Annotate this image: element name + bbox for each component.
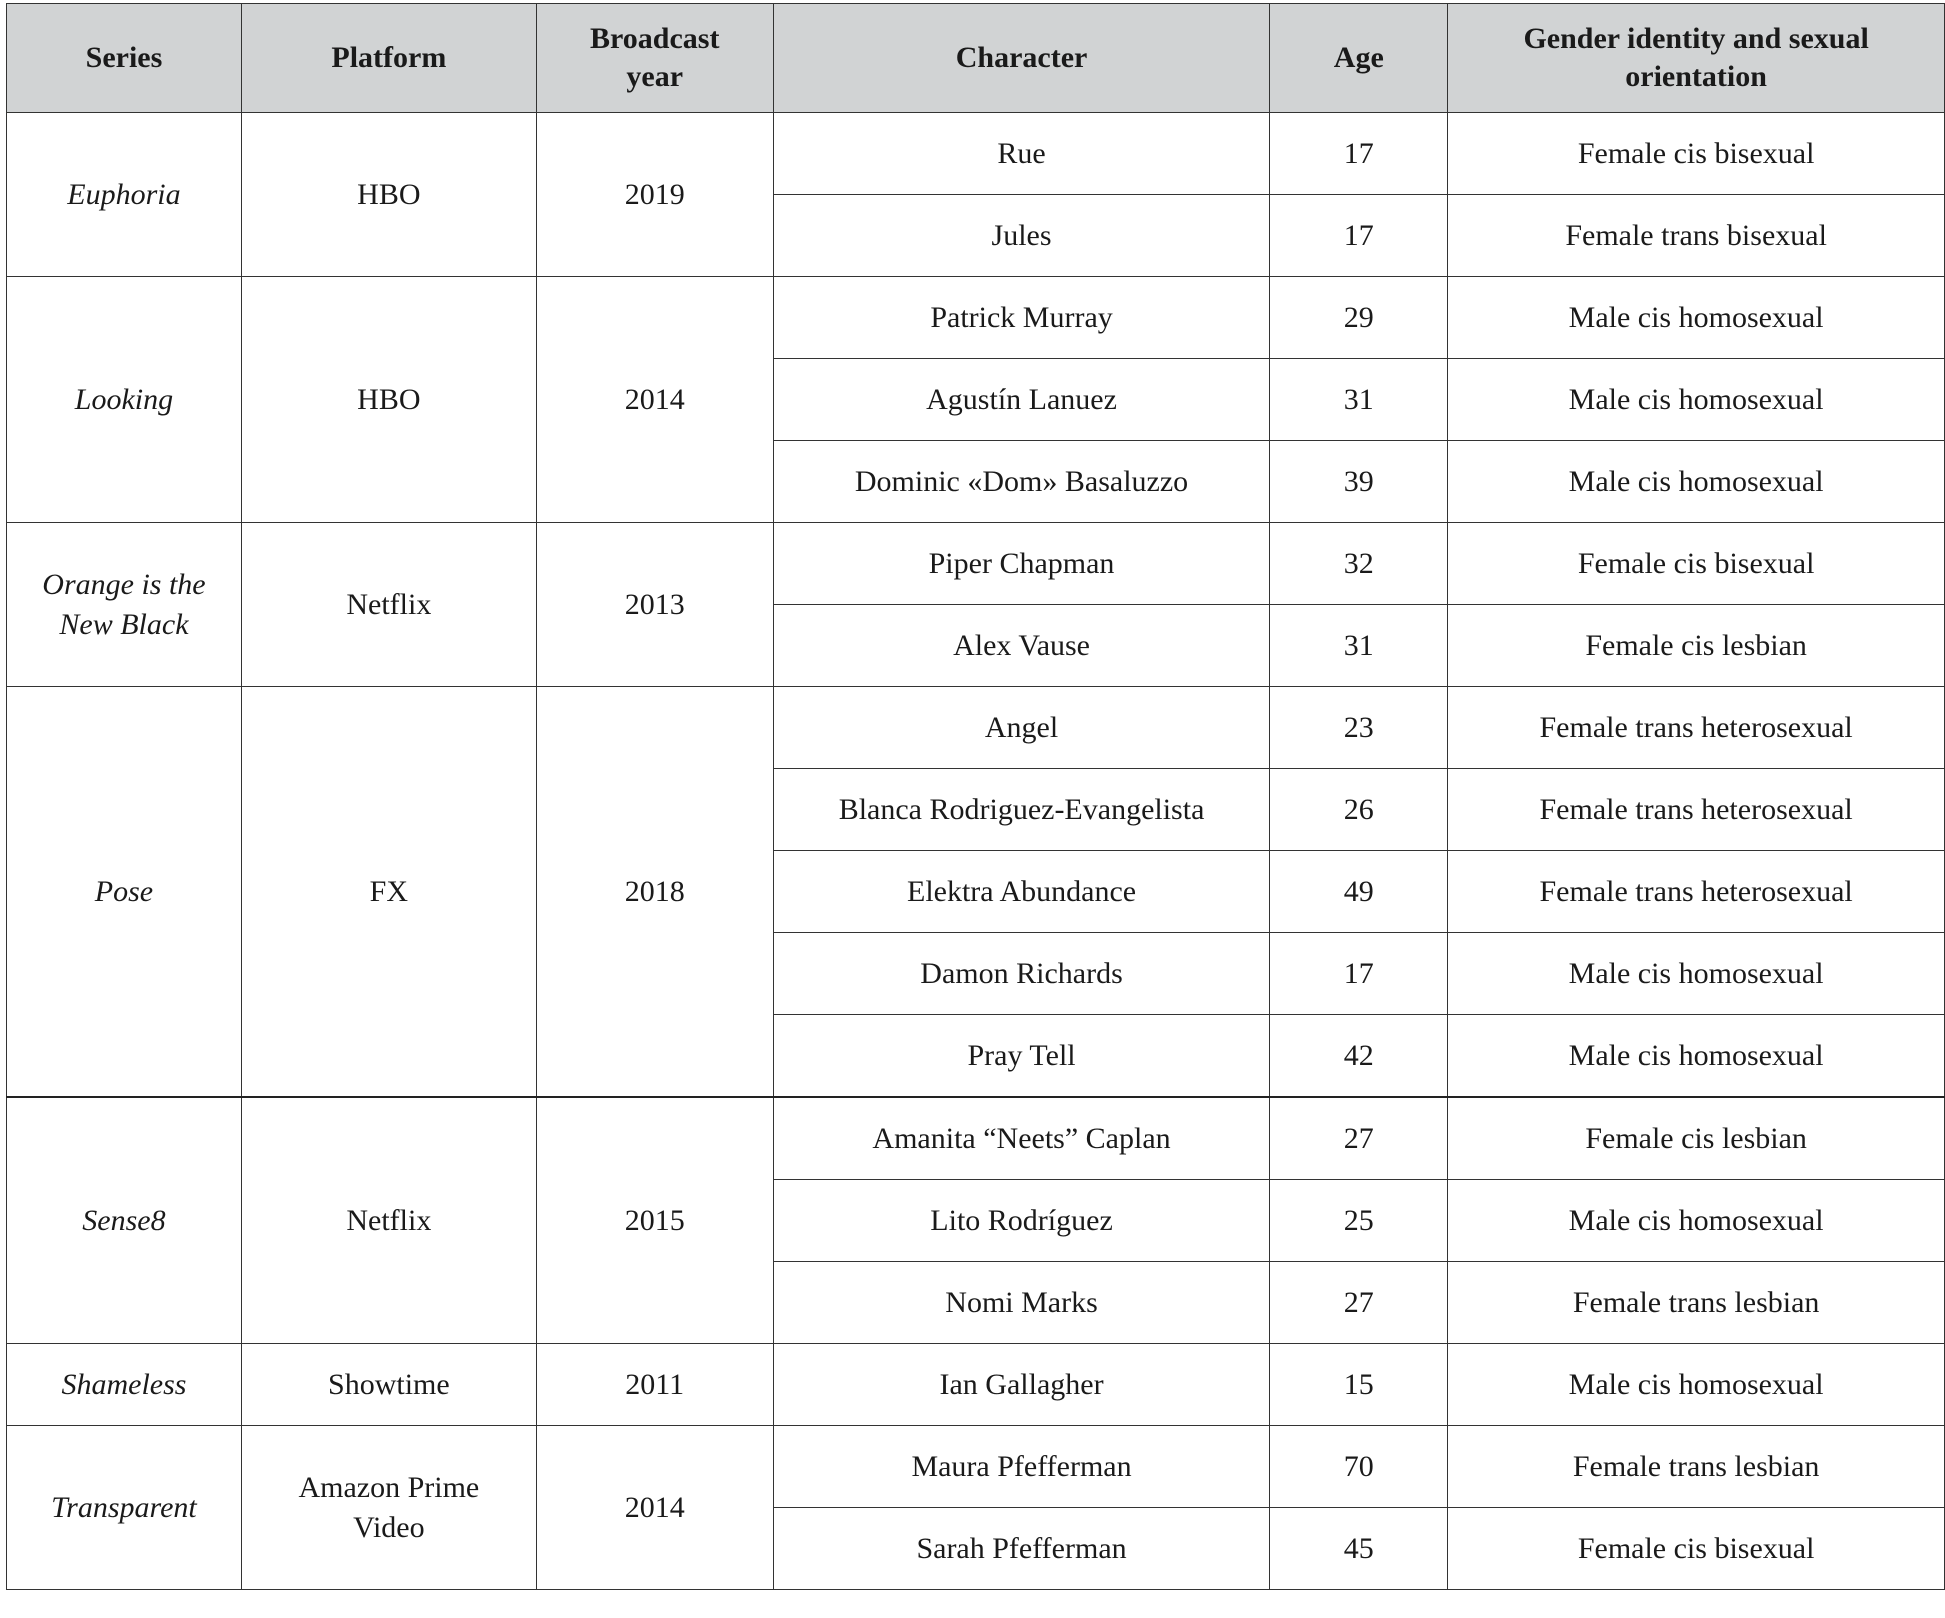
- identity-cell: Male cis homosexual: [1448, 359, 1945, 441]
- age-cell: 17: [1270, 113, 1448, 195]
- age-cell: 31: [1270, 359, 1448, 441]
- character-cell: Damon Richards: [773, 933, 1270, 1015]
- age-cell: 49: [1270, 851, 1448, 933]
- age-cell: 17: [1270, 933, 1448, 1015]
- broadcast-year-cell: 2011: [536, 1344, 773, 1426]
- identity-cell: Female trans heterosexual: [1448, 769, 1945, 851]
- identity-cell: Male cis homosexual: [1448, 1180, 1945, 1262]
- header-character: Character: [773, 4, 1270, 113]
- identity-cell: Male cis homosexual: [1448, 441, 1945, 523]
- platform-cell: Showtime: [241, 1344, 536, 1426]
- header-broadcast-year: Broadcast year: [536, 4, 773, 113]
- identity-cell: Female trans heterosexual: [1448, 687, 1945, 769]
- header-age: Age: [1270, 4, 1448, 113]
- platform-cell: Netflix: [241, 1097, 536, 1344]
- character-cell: Dominic «Dom» Basaluzzo: [773, 441, 1270, 523]
- series-cell: Pose: [7, 687, 242, 1098]
- identity-cell: Male cis homosexual: [1448, 1015, 1945, 1098]
- character-cell: Maura Pfefferman: [773, 1426, 1270, 1508]
- character-cell: Blanca Rodriguez-Evangelista: [773, 769, 1270, 851]
- character-cell: Lito Rodríguez: [773, 1180, 1270, 1262]
- identity-cell: Male cis homosexual: [1448, 1344, 1945, 1426]
- table-row: [7, 1344, 1945, 1426]
- character-cell: Jules: [773, 195, 1270, 277]
- table-row: [7, 277, 1945, 359]
- table-row: [7, 1426, 1945, 1508]
- platform-cell: HBO: [241, 113, 536, 277]
- series-cell: Euphoria: [7, 113, 242, 277]
- series-cell: Shameless: [7, 1344, 242, 1426]
- identity-cell: Male cis homosexual: [1448, 277, 1945, 359]
- character-cell: Nomi Marks: [773, 1262, 1270, 1344]
- header-series: Series: [7, 4, 242, 113]
- character-cell: Elektra Abundance: [773, 851, 1270, 933]
- header-platform: Platform: [241, 4, 536, 113]
- age-cell: 17: [1270, 195, 1448, 277]
- character-cell: Alex Vause: [773, 605, 1270, 687]
- series-cell: Looking: [7, 277, 242, 523]
- series-cell: Sense8: [7, 1097, 242, 1344]
- character-cell: Sarah Pfefferman: [773, 1508, 1270, 1590]
- header-row: [7, 4, 1945, 113]
- broadcast-year-cell: 2015: [536, 1097, 773, 1344]
- age-cell: 27: [1270, 1262, 1448, 1344]
- identity-cell: Female cis bisexual: [1448, 523, 1945, 605]
- age-cell: 23: [1270, 687, 1448, 769]
- age-cell: 29: [1270, 277, 1448, 359]
- identity-cell: Female cis bisexual: [1448, 113, 1945, 195]
- age-cell: 15: [1270, 1344, 1448, 1426]
- table-row: [7, 523, 1945, 605]
- age-cell: 39: [1270, 441, 1448, 523]
- series-cell: Transparent: [7, 1426, 242, 1590]
- age-cell: 26: [1270, 769, 1448, 851]
- broadcast-year-cell: 2014: [536, 277, 773, 523]
- age-cell: 25: [1270, 1180, 1448, 1262]
- age-cell: 32: [1270, 523, 1448, 605]
- table-row: [7, 687, 1945, 769]
- series-cell: Orange is the New Black: [7, 523, 242, 687]
- identity-cell: Female trans lesbian: [1448, 1426, 1945, 1508]
- platform-cell: FX: [241, 687, 536, 1098]
- identity-cell: Female trans lesbian: [1448, 1262, 1945, 1344]
- broadcast-year-cell: 2013: [536, 523, 773, 687]
- character-cell: Patrick Murray: [773, 277, 1270, 359]
- header-identity: Gender identity and sexual orientation: [1448, 4, 1945, 113]
- platform-cell: HBO: [241, 277, 536, 523]
- broadcast-year-cell: 2019: [536, 113, 773, 277]
- characters-table: [6, 3, 1945, 1590]
- character-cell: Pray Tell: [773, 1015, 1270, 1098]
- table-row: [7, 1097, 1945, 1180]
- identity-cell: Female trans bisexual: [1448, 195, 1945, 277]
- platform-cell: Netflix: [241, 523, 536, 687]
- age-cell: 70: [1270, 1426, 1448, 1508]
- table-row: [7, 113, 1945, 195]
- age-cell: 45: [1270, 1508, 1448, 1590]
- broadcast-year-cell: 2014: [536, 1426, 773, 1590]
- identity-cell: Female cis lesbian: [1448, 605, 1945, 687]
- character-cell: Angel: [773, 687, 1270, 769]
- age-cell: 31: [1270, 605, 1448, 687]
- character-cell: Ian Gallagher: [773, 1344, 1270, 1426]
- platform-cell: Amazon Prime Video: [241, 1426, 536, 1590]
- broadcast-year-cell: 2018: [536, 687, 773, 1098]
- identity-cell: Female trans heterosexual: [1448, 851, 1945, 933]
- identity-cell: Male cis homosexual: [1448, 933, 1945, 1015]
- identity-cell: Female cis lesbian: [1448, 1097, 1945, 1180]
- character-cell: Agustín Lanuez: [773, 359, 1270, 441]
- character-cell: Amanita “Neets” Caplan: [773, 1097, 1270, 1180]
- character-cell: Rue: [773, 113, 1270, 195]
- character-cell: Piper Chapman: [773, 523, 1270, 605]
- identity-cell: Female cis bisexual: [1448, 1508, 1945, 1590]
- age-cell: 27: [1270, 1097, 1448, 1180]
- age-cell: 42: [1270, 1015, 1448, 1098]
